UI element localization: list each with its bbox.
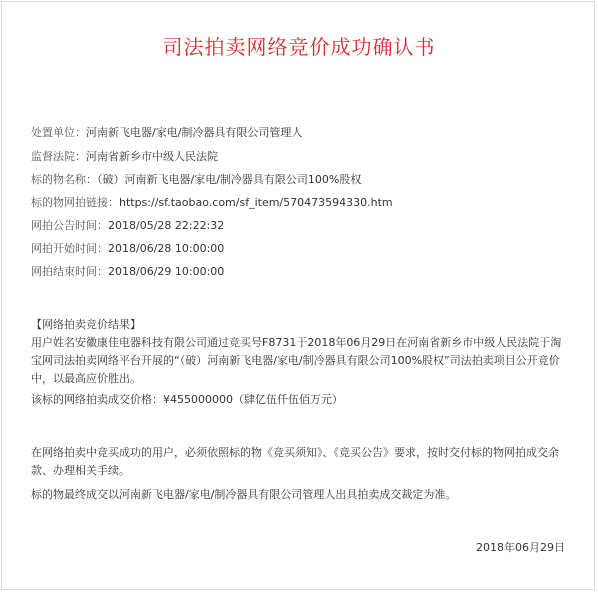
info-row-item-name: [31, 171, 361, 187]
document-title: 司法拍卖网络竞价成功确认书: [162, 35, 436, 59]
info-label: 网拍开始时间：: [31, 242, 108, 255]
info-row-announce-time: [31, 217, 224, 233]
info-row-court: [31, 148, 218, 164]
info-row-disposal-unit: [31, 124, 302, 140]
sign-date: 2018年06月29日: [476, 541, 565, 554]
result-text: 用户姓名安徽康佳电器科技有限公司通过竞买号F8731于2018年06月29日在河南省新乡市中级人民法院于淘宝网司法拍卖网络平台开展的“（破）河南新飞电器/家电/制冷器具有限公司100%股权”司法拍卖项目公开竞价中，以最高应价胜出。: [31, 336, 562, 385]
info-value: 河南新飞电器/家电/制冷器具有限公司管理人: [86, 126, 303, 139]
price-text: 该标的网络拍卖成交价格：¥455000000（肆亿伍仟伍佰万元）: [31, 393, 343, 406]
notice-text: 在网络拍卖中竞买成功的用户，必须依照标的物《竞买须知》、《竞买公告》要求，按时交付标的物网拍成交余款、办理相关手续。: [31, 446, 559, 477]
info-label: 网拍公告时间：: [31, 219, 108, 232]
info-value: 2018/05/28 22:22:32: [108, 219, 225, 232]
info-value: 河南省新乡市中级人民法院: [86, 150, 218, 163]
info-row-start-time: [31, 240, 224, 256]
info-label: 标的物网拍链接：: [31, 196, 119, 209]
info-value: （破）河南新飞电器/家电/制冷器具有限公司100%股权: [97, 173, 362, 186]
final-text: 标的物最终成交以河南新飞电器/家电/制冷器具有限公司管理人出具拍卖成交裁定为准。: [31, 488, 457, 501]
info-label: 处置单位：: [31, 126, 86, 139]
info-value: 2018/06/29 10:00:00: [108, 265, 225, 278]
info-label: 监督法院：: [31, 150, 86, 163]
info-label: 标的物名称：: [31, 173, 97, 186]
info-row-end-time: [31, 263, 224, 279]
info-label: 网拍结束时间：: [31, 265, 108, 278]
info-value: 2018/06/28 10:00:00: [108, 242, 225, 255]
result-heading: 【网络拍卖竞价结果】: [31, 318, 141, 331]
item-link[interactable]: https://sf.taobao.com/sf_item/570473594330.htm: [119, 196, 393, 209]
info-row-item-link: [31, 194, 393, 210]
